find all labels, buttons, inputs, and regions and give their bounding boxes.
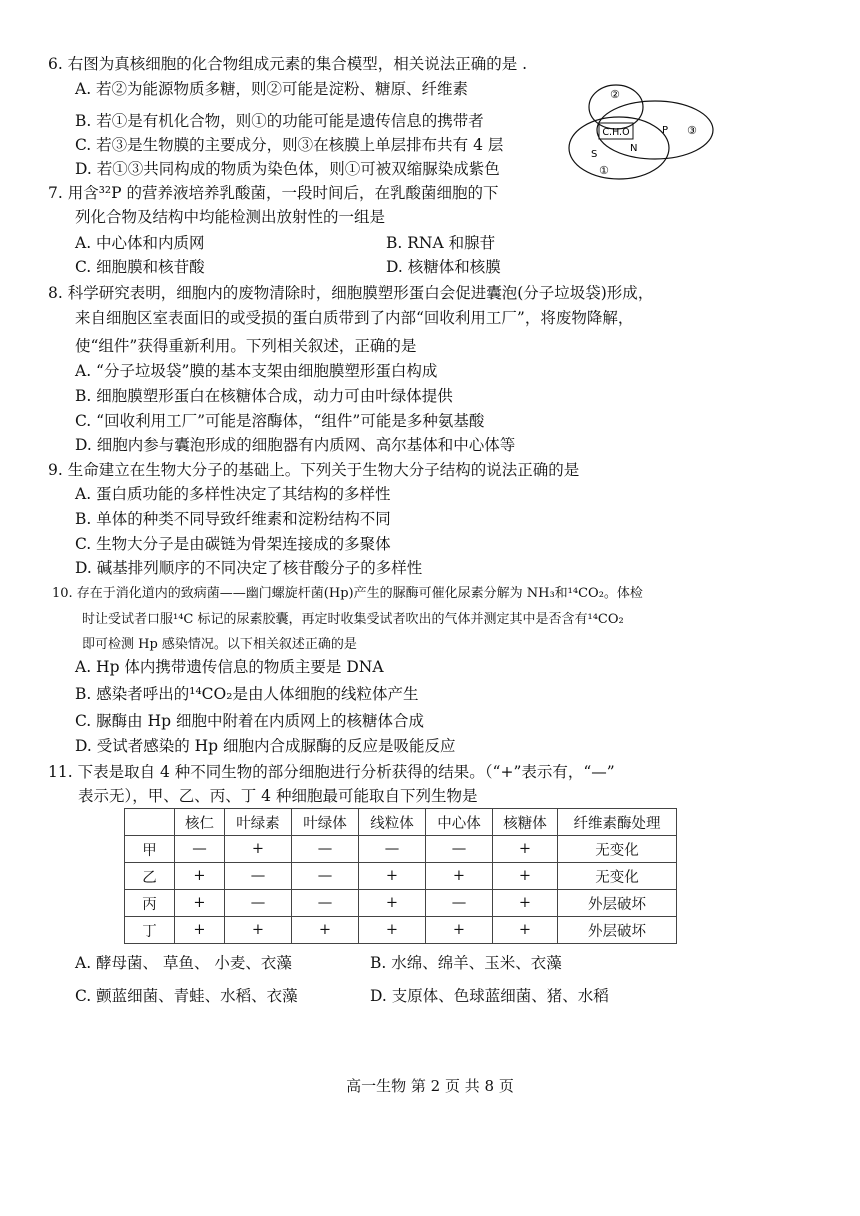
table-header-cell: 纤维素酶处理 xyxy=(558,809,677,836)
venn-label-3: ③ xyxy=(687,124,697,137)
table-cell: + xyxy=(359,863,426,890)
q10-option-a: A. Hp 体内携带遗传信息的物质主要是 DNA xyxy=(75,658,384,676)
q11-stem-line1: 11. 下表是取自 4 种不同生物的部分细胞进行分析获得的结果。（“+”表示有，“—” xyxy=(48,763,615,781)
q10-option-c: C. 脲酶由 Hp 细胞中附着在内质网上的核糖体合成 xyxy=(75,712,424,730)
table-cell: — xyxy=(359,836,426,863)
table-header-cell: 叶绿素 xyxy=(225,809,292,836)
q11-stem-line2: 表示无），甲、乙、丙、丁 4 种细胞最可能取自下列生物是 xyxy=(78,787,478,805)
table-header-cell: 中心体 xyxy=(426,809,493,836)
q10-stem-line1: 10. 存在于消化道内的致病菌——幽门螺旋杆菌(Hp)产生的脲酶可催化尿素分解为 NH₃和¹⁴CO₂。体检 xyxy=(52,586,643,601)
table-cell: — xyxy=(225,890,292,917)
table-cell: + xyxy=(175,890,225,917)
table-cell: + xyxy=(175,863,225,890)
element-venn-diagram xyxy=(566,84,716,184)
q6-stem: 6. 右图为真核细胞的化合物组成元素的集合模型，相关说法正确的是 . xyxy=(48,55,528,73)
q9-stem: 9. 生命建立在生物大分子的基础上。下列关于生物大分子结构的说法正确的是 xyxy=(48,461,580,479)
venn-center-label: C.H.O xyxy=(602,127,630,138)
q6-option-a: A. 若②为能源物质多糖，则②可能是淀粉、糖原、纤维素 xyxy=(75,80,469,98)
table-cell: + xyxy=(426,917,493,944)
table-cell: — xyxy=(292,836,359,863)
q10-option-b: B. 感染者呼出的¹⁴CO₂是由人体细胞的线粒体产生 xyxy=(75,685,419,703)
q8-option-c: C. “回收利用工厂”可能是溶酶体，“组件”可能是多种氨基酸 xyxy=(75,412,485,430)
q11-option-d: D. 支原体、色球蓝细菌、猪、水稻 xyxy=(370,987,609,1005)
venn-label-2: ② xyxy=(610,88,620,101)
table-cell: 甲 xyxy=(125,836,175,863)
q7-stem-line2: 列化合物及结构中均能检测出放射性的一组是 xyxy=(75,208,386,226)
table-cell: 无变化 xyxy=(558,863,677,890)
q10-option-d: D. 受试者感染的 Hp 细胞内合成脲酶的反应是吸能反应 xyxy=(75,737,456,755)
q7-option-c: C. 细胞膜和核苷酸 xyxy=(75,258,205,276)
q8-option-b: B. 细胞膜塑形蛋白在核糖体合成，动力可由叶绿体提供 xyxy=(75,387,453,405)
q7-stem-line1: 7. 用含³²P 的营养液培养乳酸菌，一段时间后，在乳酸菌细胞的下 xyxy=(48,184,499,202)
q11-option-a: A. 酵母菌、 草鱼、 小麦、衣藻 xyxy=(75,954,292,972)
venn-label-1: ① xyxy=(599,164,609,177)
table-cell: 丁 xyxy=(125,917,175,944)
q8-stem-line3: 使“组件”获得重新利用。下列相关叙述，正确的是 xyxy=(75,337,417,355)
table-cell: 乙 xyxy=(125,863,175,890)
q6-option-c: C. 若③是生物膜的主要成分，则③在核膜上单层排布共有 4 层 xyxy=(75,136,504,154)
table-cell: 丙 xyxy=(125,890,175,917)
table-cell: — xyxy=(426,890,493,917)
q8-option-d: D. 细胞内参与囊泡形成的细胞器有内质网、高尔基体和中心体等 xyxy=(75,436,516,454)
q8-stem-line2: 来自细胞区室表面旧的或受损的蛋白质带到了内部“回收利用工厂”，将废物降解， xyxy=(75,309,634,327)
table-cell: — xyxy=(292,863,359,890)
q6-option-b: B. 若①是有机化合物，则①的功能可能是遗传信息的携带者 xyxy=(75,112,484,130)
page-footer: 高一生物 第 2 页 共 8 页 xyxy=(346,1077,514,1095)
q11-option-c: C. 颤蓝细菌、青蛙、水稻、衣藻 xyxy=(75,987,298,1005)
table-cell: + xyxy=(493,863,558,890)
q10-stem-line3: 即可检测 Hp 感染情况。以下相关叙述正确的是 xyxy=(82,637,357,652)
q6-option-d: D. 若①③共同构成的物质为染色体，则①可被双缩脲染成紫色 xyxy=(75,160,500,178)
venn-label-s: S xyxy=(591,149,598,160)
table-header-cell: 核糖体 xyxy=(493,809,558,836)
table-cell: — xyxy=(225,863,292,890)
table-row xyxy=(125,917,677,944)
table-header-cell xyxy=(125,809,175,836)
table-cell: — xyxy=(426,836,493,863)
table-header-cell: 叶绿体 xyxy=(292,809,359,836)
table-cell: 外层破坏 xyxy=(558,890,677,917)
q7-option-a: A. 中心体和内质网 xyxy=(75,234,205,252)
q9-option-b: B. 单体的种类不同导致纤维素和淀粉结构不同 xyxy=(75,510,391,528)
table-cell: + xyxy=(493,836,558,863)
table-cell: + xyxy=(493,890,558,917)
table-row xyxy=(125,863,677,890)
table-cell: + xyxy=(359,917,426,944)
q9-option-d: D. 碱基排列顺序的不同决定了核苷酸分子的多样性 xyxy=(75,559,423,577)
table-cell: — xyxy=(292,890,359,917)
table-cell: — xyxy=(175,836,225,863)
table-row xyxy=(125,836,677,863)
q7-option-b: B. RNA 和腺苷 xyxy=(386,234,496,252)
q7-option-d: D. 核糖体和核膜 xyxy=(386,258,501,276)
table-cell: + xyxy=(292,917,359,944)
table-header-cell: 核仁 xyxy=(175,809,225,836)
table-cell: 外层破坏 xyxy=(558,917,677,944)
q11-option-b: B. 水绵、绵羊、玉米、衣藻 xyxy=(370,954,562,972)
table-header-cell: 线粒体 xyxy=(359,809,426,836)
table-cell: + xyxy=(426,863,493,890)
venn-label-n: N xyxy=(630,143,638,154)
q8-stem-line1: 8. 科学研究表明，细胞内的废物清除时，细胞膜塑形蛋白会促进囊泡(分子垃圾袋)形成， xyxy=(48,284,654,302)
table-cell: + xyxy=(225,836,292,863)
table-cell: + xyxy=(175,917,225,944)
q9-option-a: A. 蛋白质功能的多样性决定了其结构的多样性 xyxy=(75,485,391,503)
table-cell: + xyxy=(225,917,292,944)
cell-analysis-table xyxy=(124,808,677,944)
venn-label-p: P xyxy=(662,125,669,136)
q9-option-c: C. 生物大分子是由碳链为骨架连接成的多聚体 xyxy=(75,535,391,553)
table-cell: 无变化 xyxy=(558,836,677,863)
table-cell: + xyxy=(493,917,558,944)
q10-stem-line2: 时让受试者口服¹⁴C 标记的尿素胶囊，再定时收集受试者吹出的气体并测定其中是否含有¹⁴CO₂ xyxy=(82,612,624,627)
table-row xyxy=(125,890,677,917)
q8-option-a: A. “分子垃圾袋”膜的基本支架由细胞膜塑形蛋白构成 xyxy=(75,362,438,380)
table-cell: + xyxy=(359,890,426,917)
table-header-row xyxy=(125,809,677,836)
